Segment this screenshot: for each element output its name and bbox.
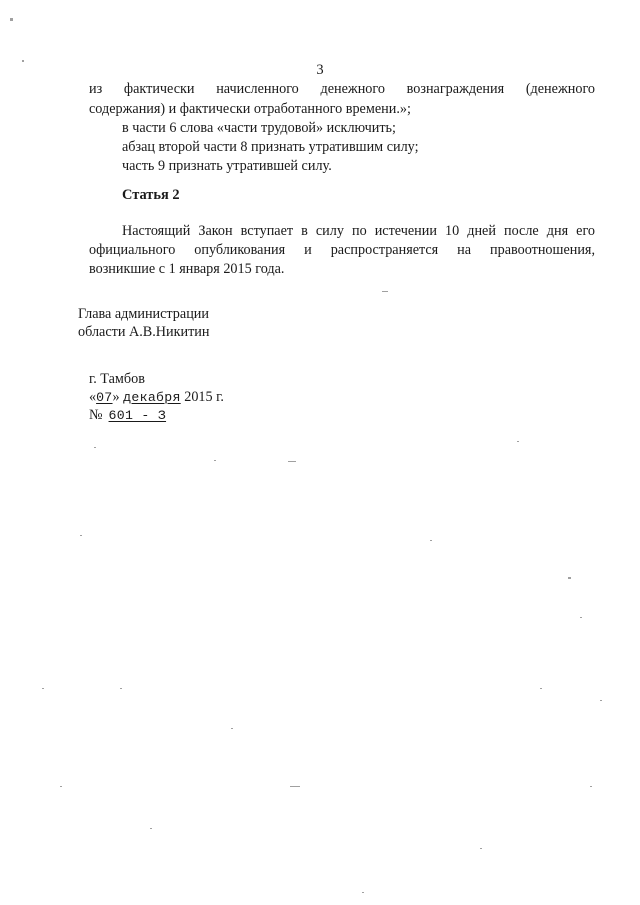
article-line: официального опубликования и распространяется на правоотношения, [89,242,595,258]
page-number: 3 [316,62,324,78]
signature-name: области А.В.Никитин [78,324,210,340]
paragraph-line: содержания) и фактически отработанного времени.»; [89,101,411,117]
date-open-quote: « [89,389,97,405]
article-line: возникшие с 1 января 2015 года. [89,261,285,277]
date-day: 07 [96,390,113,405]
number-value: 601 - З [108,408,167,423]
article-line: Настоящий Закон вступает в силу по истечении 10 дней после дня его [122,223,595,239]
date-month: декабря [123,390,181,405]
number-sign: № [89,407,103,423]
paragraph-line: из фактически начисленного денежного вознаграждения (денежного [89,81,595,97]
date-year: 2015 г. [184,389,224,405]
paragraph-line: абзац второй части 8 признать утратившим силу; [122,139,419,155]
signature-title: Глава администрации [78,306,209,322]
paragraph-line: часть 9 признать утратившей силу. [122,158,332,174]
issue-city: г. Тамбов [89,371,145,387]
paragraph-line: в части 6 слова «части трудовой» исключить; [122,120,396,136]
article-heading: Статья 2 [122,187,180,203]
issue-date [89,388,224,407]
date-close-quote: » [112,389,120,405]
issue-number [89,406,166,425]
